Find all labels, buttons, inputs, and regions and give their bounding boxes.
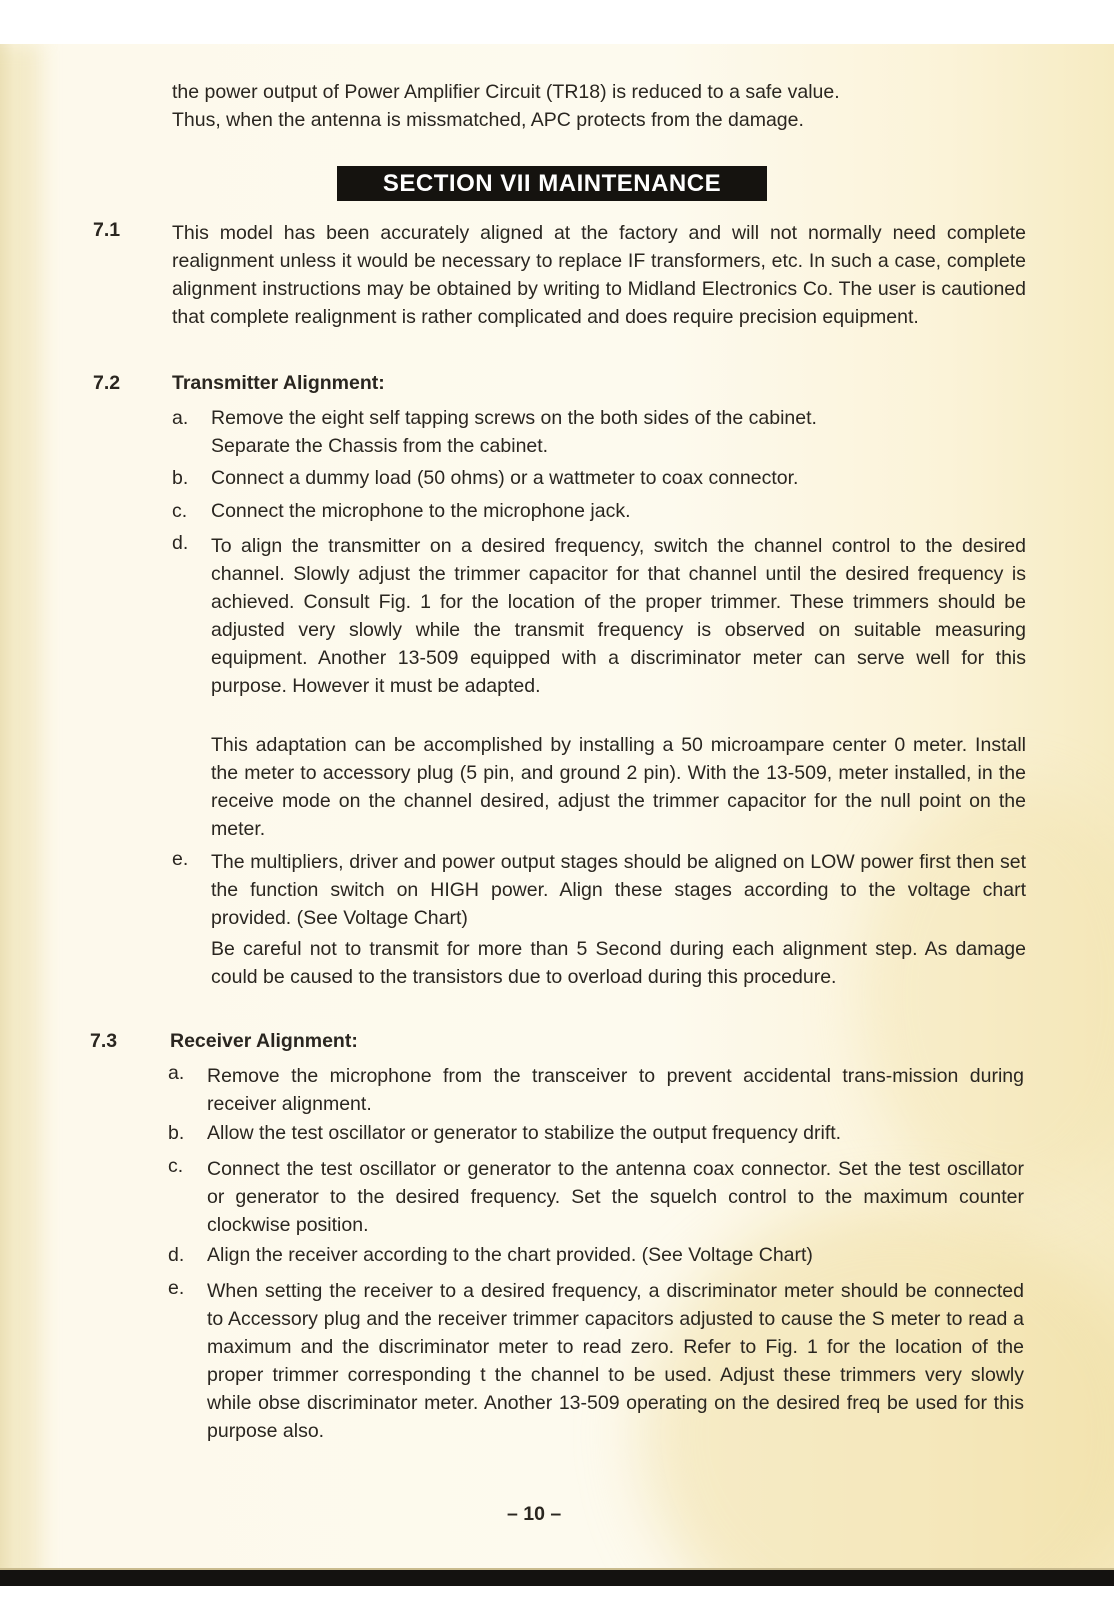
item-7-2-e-letter: e.	[172, 848, 189, 870]
section-7-1-text: This model has been accurately aligned at the factory and will not normally need complete realignment unless it would be necessary to replace IF transformers, etc. In such a case, complete alignment instructions may be obtained by writing to Midland Electronics Co. The user is cautioned that complete realignment is rather complicated and does require precision equipment.	[172, 222, 1026, 328]
item-7-3-e-text: When setting the receiver to a desired frequency, a discriminator meter should be connected to Accessory plug and the receiver trimmer capacitors adjusted to cause the S meter to read a maximum and the discriminator meter to read zero. Refer to Fig. 1 for the location of the proper trimmer corresponding t the channel to be used. Adjust these trimmers very slowly while obse discriminator meter. Another 13-509 operating on the desired freq be used for this purpose also.	[207, 1280, 1024, 1442]
item-7-2-d-text: To align the transmitter on a desired frequency, switch the channel control to the desired channel. Slowly adjust the trimmer capacitor for that channel until the desired frequency is achieved. Consult Fig. 1 for the location of the proper trimmer. These trimmers should be adjusted very slowly while the transmit frequency is observed on suitable measuring equipment. Another 13-509 equipped with a discriminator meter can serve well for this purpose. However it must be adapted.	[211, 535, 1026, 697]
scan-bottom-border	[0, 1570, 1114, 1586]
item-7-2-e-text-2: Be careful not to transmit for more than 5 Second during each alignment step. As damage could be caused to the transistors due to overload during this procedure.	[211, 938, 1026, 988]
section-7-1-number: 7.1	[93, 219, 121, 241]
section-7-2-heading: Transmitter Alignment:	[172, 372, 385, 394]
item-7-2-c-text: Connect the microphone to the microphone jack.	[211, 500, 631, 522]
item-7-3-e-letter: e.	[168, 1277, 185, 1299]
intro-line-1: the power output of Power Amplifier Circuit (TR18) is reduced to a safe value.	[172, 81, 840, 103]
item-7-2-a-letter: a.	[172, 407, 189, 429]
item-7-2-a-line-1: Remove the eight self tapping screws on the both sides of the cabinet.	[211, 407, 817, 429]
section-7-2-number: 7.2	[93, 372, 121, 394]
section-title: SECTION VII MAINTENANCE	[337, 166, 767, 201]
item-7-2-b-text: Connect a dummy load (50 ohms) or a wattmeter to coax connector.	[211, 467, 799, 489]
section-7-3-heading: Receiver Alignment:	[170, 1030, 358, 1052]
item-7-3-b-text: Allow the test oscillator or generator to stabilize the output frequency drift.	[207, 1122, 842, 1144]
item-7-2-b-letter: b.	[172, 467, 189, 489]
item-7-3-c-text: Connect the test oscillator or generator to the antenna coax connector. Set the test oscillator or generator to the desired frequency. Set the squelch control to the maximum counter clockwise position.	[207, 1158, 1024, 1236]
item-7-3-d-letter: d.	[168, 1244, 185, 1266]
item-7-2-d-text-2: This adaptation can be accomplished by installing a 50 microampare center 0 meter. Install the meter to accessory plug (5 pin, and ground 2 pin). With the 13-509, meter installed, in the receive mode on the channel desired, adjust the trimmer capacitor for the null point on the meter.	[211, 734, 1026, 840]
item-7-2-c-letter: c.	[172, 500, 188, 522]
page-number: – 10 –	[507, 1503, 562, 1525]
paper-stain-right	[860, 784, 1114, 1204]
item-7-3-d-text: Align the receiver according to the chart provided. (See Voltage Chart)	[207, 1244, 813, 1266]
item-7-3-c-letter: c.	[168, 1155, 184, 1177]
item-7-2-e-text: The multipliers, driver and power output stages should be aligned on LOW power first then set the function switch on HIGH power. Align these stages according to the voltage chart provided. (See Voltage Chart)	[211, 851, 1026, 929]
item-7-3-a-text: Remove the microphone from the transceiver to prevent accidental trans-mission during receiver alignment.	[207, 1065, 1024, 1115]
item-7-2-d-letter: d.	[172, 532, 189, 554]
intro-line-2: Thus, when the antenna is missmatched, APC protects from the damage.	[172, 109, 804, 131]
item-7-3-b-letter: b.	[168, 1122, 185, 1144]
section-7-3-number: 7.3	[90, 1030, 118, 1052]
item-7-2-a-line-2: Separate the Chassis from the cabinet.	[211, 435, 549, 457]
item-7-3-a-letter: a.	[168, 1062, 185, 1084]
paper-stain-left	[0, 44, 40, 1586]
